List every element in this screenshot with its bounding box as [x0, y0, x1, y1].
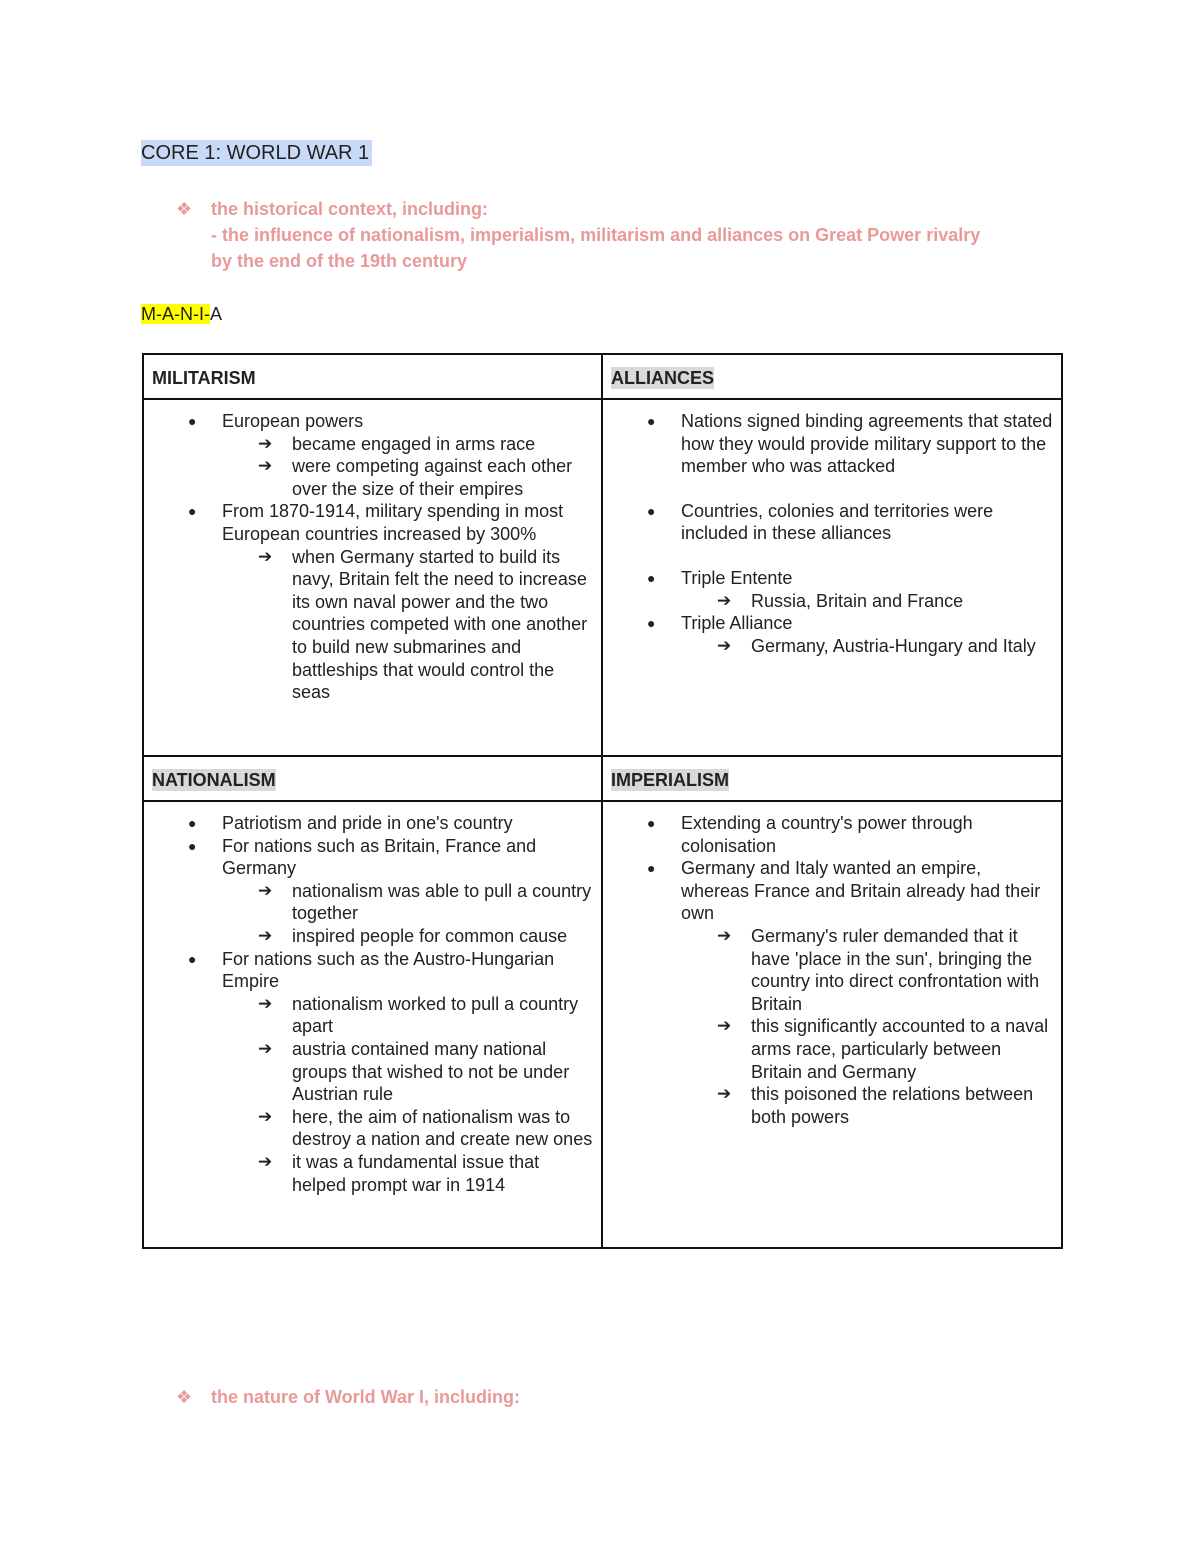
- list-item: [603, 925, 1061, 1015]
- mnemonic-highlighted: M-A-N-I-: [141, 304, 210, 324]
- bullet-dot-icon: ●: [647, 860, 656, 877]
- list-item: [144, 455, 601, 500]
- topic-subline-2: by the end of the 19th century: [211, 251, 468, 271]
- arrow-right-icon: ➔: [717, 590, 732, 610]
- alliances-body-cell: [602, 399, 1062, 756]
- topic-historical-context: [176, 196, 488, 222]
- diamond-bullet-icon: ❖: [176, 1387, 193, 1407]
- diamond-bullet-icon: ❖: [176, 199, 193, 219]
- list-item: [603, 1083, 1061, 1128]
- arrow-right-icon: ➔: [258, 993, 273, 1013]
- alliances-list: [603, 410, 1061, 657]
- militarism-list: [144, 410, 601, 704]
- bullet-dot-icon: ●: [647, 569, 656, 586]
- list-item: [144, 1106, 601, 1151]
- list-item-text: Countries, colonies and territories were included in these alliances: [681, 500, 994, 544]
- list-item: [144, 500, 601, 545]
- bullet-dot-icon: ●: [188, 950, 197, 967]
- alliances-header-cell: [602, 354, 1062, 399]
- arrow-right-icon: ➔: [258, 456, 273, 476]
- list-item-text: Germany, Austria-Hungary and Italy: [751, 635, 1036, 656]
- bullet-dot-icon: ●: [188, 503, 197, 520]
- mnemonic-rest: A: [209, 304, 222, 324]
- list-item: [603, 1015, 1061, 1083]
- list-item: [144, 546, 601, 704]
- list-item-text: Russia, Britain and France: [751, 590, 964, 611]
- list-item-text: when Germany started to build its navy, Britain felt the need to increase its own naval power and the two countries competed with one another to build new submarines and battleships that would control the seas: [292, 546, 588, 703]
- bullet-dot-icon: ●: [188, 837, 197, 854]
- imperialism-list: [603, 812, 1061, 1128]
- list-item-text: Nations signed binding agreements that stated how they would provide military support to the member who was attacked: [681, 411, 1053, 477]
- list-item-text: it was a fundamental issue that helped prompt war in 1914: [292, 1151, 540, 1195]
- topic-nature-of-war: [176, 1384, 520, 1410]
- list-item: [144, 835, 601, 880]
- bullet-dot-icon: ●: [647, 502, 656, 519]
- bullet-dot-icon: ●: [647, 815, 656, 831]
- list-item: [144, 433, 601, 456]
- arrow-right-icon: ➔: [717, 925, 732, 945]
- bullet-dot-icon: ●: [647, 615, 656, 632]
- arrow-right-icon: ➔: [258, 1106, 273, 1126]
- list-item-text: austria contained many national groups that wished to not be under Austrian rule: [292, 1038, 570, 1105]
- arrow-right-icon: ➔: [258, 546, 273, 566]
- list-item-text: Triple Alliance: [681, 613, 793, 634]
- list-item-text: For nations such as Britain, France and Germany: [222, 835, 537, 879]
- militarism-header-cell: [143, 354, 602, 399]
- arrow-right-icon: ➔: [258, 433, 273, 453]
- imperialism-header-cell: [602, 756, 1062, 801]
- list-item-text: inspired people for common cause: [292, 925, 568, 946]
- list-item: [144, 925, 601, 948]
- list-item-text: European powers: [222, 411, 364, 431]
- arrow-right-icon: ➔: [258, 1038, 273, 1058]
- arrow-right-icon: ➔: [717, 1016, 732, 1036]
- list-item-text: this poisoned the relations between both powers: [751, 1084, 1034, 1127]
- list-item-text: nationalism worked to pull a country apart: [292, 993, 579, 1037]
- list-item-text: Germany's ruler demanded that it have 'place in the sun', bringing the country into direct confrontation with Britain: [751, 925, 1040, 1014]
- list-item-text: this significantly accounted to a naval arms race, particularly between Britain and Germany: [751, 1016, 1049, 1082]
- list-item: [144, 948, 601, 993]
- list-item: [144, 1151, 601, 1196]
- list-spacer: [603, 478, 1061, 500]
- list-item: [603, 567, 1061, 590]
- mania-table: [142, 353, 1063, 1249]
- militarism-heading: MILITARISM: [152, 368, 256, 388]
- list-item-text: Germany and Italy wanted an empire, whereas France and Britain already had their own: [681, 858, 1041, 924]
- topic-subline-1: - the influence of nationalism, imperialism, militarism and alliances on Great Power rivalry: [211, 225, 981, 245]
- arrow-right-icon: ➔: [258, 880, 273, 900]
- nationalism-list: [144, 812, 601, 1196]
- militarism-body-cell: [143, 399, 602, 756]
- list-item-text: From 1870-1914, military spending in most European countries increased by 300%: [222, 501, 564, 544]
- topic-heading: the nature of World War I, including:: [211, 1387, 520, 1407]
- list-item: [603, 410, 1061, 478]
- list-item: [603, 635, 1061, 658]
- list-item-text: became engaged in arms race: [292, 433, 536, 454]
- nationalism-heading: NATIONALISM: [152, 770, 276, 790]
- arrow-right-icon: ➔: [258, 925, 273, 945]
- list-spacer: [603, 545, 1061, 567]
- list-item-text: Triple Entente: [681, 567, 793, 588]
- list-item: [144, 993, 601, 1038]
- nationalism-body-cell: [143, 801, 602, 1248]
- list-item-text: For nations such as the Austro-Hungarian Empire: [222, 948, 555, 992]
- list-item-text: Patriotism and pride in one's country: [222, 813, 513, 833]
- bullet-dot-icon: ●: [647, 413, 656, 429]
- list-item: [603, 857, 1061, 925]
- list-item: [144, 410, 601, 433]
- list-item: [144, 812, 601, 835]
- list-item-text: here, the aim of nationalism was to destroy a nation and create new ones: [292, 1106, 593, 1150]
- imperialism-heading: IMPERIALISM: [611, 770, 730, 790]
- list-item: [603, 500, 1061, 545]
- nationalism-header-cell: [143, 756, 602, 801]
- bullet-dot-icon: ●: [188, 413, 197, 429]
- list-item-text: nationalism was able to pull a country together: [292, 880, 592, 924]
- list-item: [603, 590, 1061, 613]
- list-item: [603, 812, 1061, 857]
- arrow-right-icon: ➔: [258, 1151, 273, 1171]
- topic-heading: the historical context, including:: [211, 199, 489, 219]
- bullet-dot-icon: ●: [188, 815, 197, 831]
- list-item: [144, 1038, 601, 1106]
- list-item: [603, 612, 1061, 635]
- alliances-heading: ALLIANCES: [611, 368, 714, 388]
- list-item-text: Extending a country's power through colonisation: [681, 813, 973, 856]
- list-item: [144, 880, 601, 925]
- arrow-right-icon: ➔: [717, 635, 732, 655]
- imperialism-body-cell: [602, 801, 1062, 1248]
- list-item-text: were competing against each other over the size of their empires: [292, 456, 573, 499]
- mnemonic: [141, 302, 222, 326]
- page-title: CORE 1: WORLD WAR 1: [141, 140, 372, 166]
- arrow-right-icon: ➔: [717, 1084, 732, 1104]
